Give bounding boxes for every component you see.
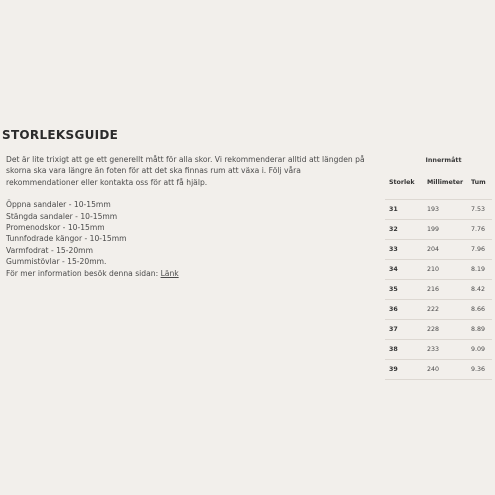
intro-paragraph: Det är lite trixigt att ge ett generellt mått för alla skor. Vi rekommenderar alltid att längden på skorna ska vara längre än foten för att det ska finnas rum att växa i. Följ våra rekommendationer eller kontakta oss för att få hjälp. (6, 155, 365, 187)
table-row (385, 280, 492, 300)
cell-mm: 240 (423, 360, 467, 380)
rule-item: Öppna sandaler - 10-15mm (6, 200, 111, 210)
cell-mm: 233 (423, 340, 467, 360)
cell-mm: 204 (423, 240, 467, 260)
cell-size: 34 (385, 260, 423, 280)
cell-size: 39 (385, 360, 423, 380)
cell-inch: 7.53 (467, 200, 492, 220)
cell-size: 38 (385, 340, 423, 360)
more-info-text: För mer information besök denna sidan: (6, 268, 159, 278)
cell-inch: 8.89 (467, 320, 492, 340)
cell-mm: 228 (423, 320, 467, 340)
rules-list (6, 199, 371, 267)
header-storlek: Storlek (385, 166, 423, 200)
table-row (385, 220, 492, 240)
cell-inch: 7.96 (467, 240, 492, 260)
cell-mm: 216 (423, 280, 467, 300)
cell-size: 37 (385, 320, 423, 340)
cell-inch: 9.09 (467, 340, 492, 360)
table-header-row (385, 166, 492, 200)
cell-inch: 7.76 (467, 220, 492, 240)
table-row (385, 360, 492, 380)
header-millimeter: Millimeter (423, 166, 467, 200)
cell-mm: 210 (423, 260, 467, 280)
header-tum: Tum (467, 166, 492, 200)
table-row (385, 300, 492, 320)
cell-inch: 8.42 (467, 280, 492, 300)
rule-item: Promenodskor - 10-15mm (6, 223, 105, 233)
more-info-link[interactable]: Länk (160, 268, 179, 278)
table-row (385, 260, 492, 280)
cell-inch: 8.66 (467, 300, 492, 320)
rule-item: Stängda sandaler - 10-15mm (6, 211, 118, 221)
more-info-line (6, 268, 371, 279)
cell-mm: 193 (423, 200, 467, 220)
rule-item: Gummistövlar - 15-20mm. (6, 257, 107, 267)
cell-size: 35 (385, 280, 423, 300)
cell-inch: 8.19 (467, 260, 492, 280)
spacer (6, 188, 371, 199)
cell-mm: 199 (423, 220, 467, 240)
cell-size: 36 (385, 300, 423, 320)
rule-item: Varmfodrat - 15-20mm (6, 245, 93, 255)
table-row (385, 200, 492, 220)
size-guide-intro (6, 154, 371, 279)
table-row (385, 320, 492, 340)
size-table (385, 154, 492, 380)
cell-size: 31 (385, 200, 423, 220)
rule-item: Tunnfodrade kängor - 10-15mm (6, 234, 127, 244)
table-row (385, 240, 492, 260)
page-title: STORLEKSGUIDE (2, 128, 119, 142)
cell-size: 32 (385, 220, 423, 240)
table-row (385, 340, 492, 360)
cell-mm: 222 (423, 300, 467, 320)
cell-inch: 9.36 (467, 360, 492, 380)
table-caption: Innermått (425, 156, 462, 164)
cell-size: 33 (385, 240, 423, 260)
size-grid (385, 166, 492, 380)
